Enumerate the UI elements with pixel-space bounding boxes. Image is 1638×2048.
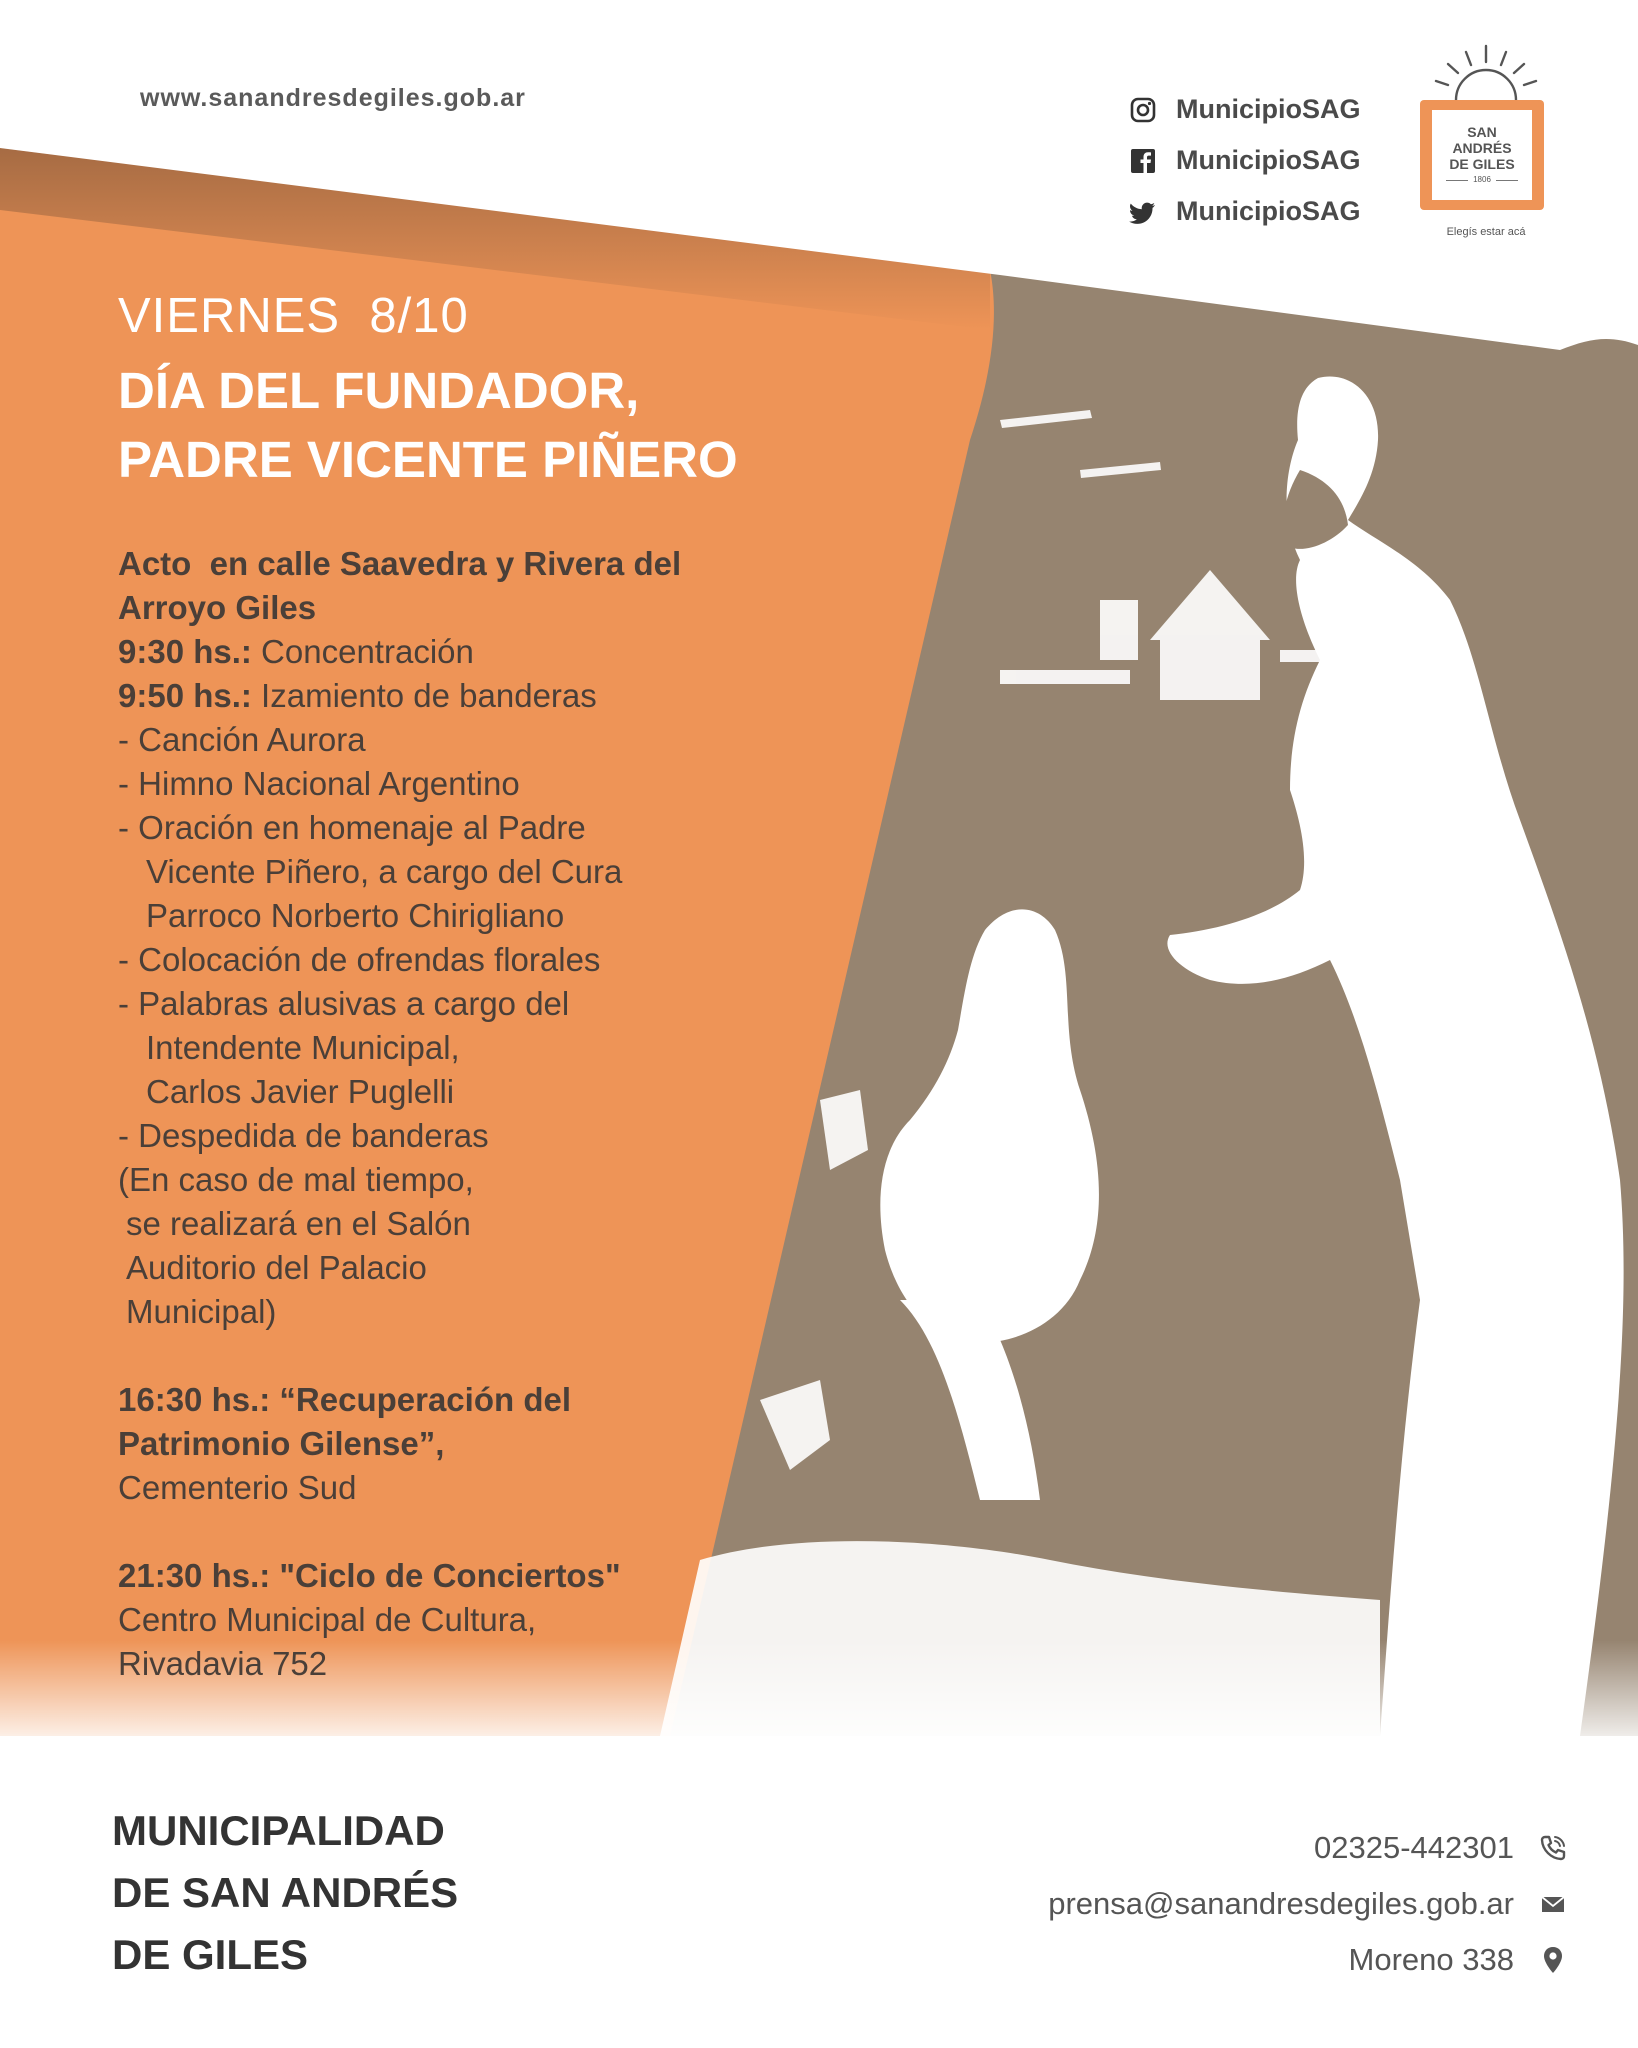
logo-year: 1806 [1468, 174, 1496, 186]
schedule-time: 9:30 hs.: [118, 633, 252, 670]
weather-note-line: Auditorio del Palacio [126, 1249, 427, 1286]
email-contact[interactable] [1048, 1876, 1568, 1932]
twitter-link[interactable] [1128, 186, 1361, 237]
email-address: prensa@sanandresdegiles.gob.ar [1048, 1886, 1514, 1921]
instagram-icon [1128, 95, 1158, 125]
logo-line-2: ANDRÉS [1452, 140, 1512, 156]
schedule-text: Concentración [251, 633, 474, 670]
event-3-place-line-1: Centro Municipal de Cultura, [118, 1601, 537, 1638]
phone-contact[interactable] [1048, 1820, 1568, 1876]
municipality-name-line-2: DE SAN ANDRÉS [112, 1869, 459, 1916]
event-title-line-1: DÍA DEL FUNDADOR, [118, 362, 640, 419]
event-2-place: Cementerio Sud [118, 1469, 357, 1506]
program-item: - Palabras alusivas a cargo del [118, 985, 570, 1022]
street-address: Moreno 338 [1348, 1942, 1514, 1977]
instagram-link[interactable] [1128, 84, 1361, 135]
event-title [118, 356, 738, 494]
program-item-continuation: Vicente Piñero, a cargo del Cura [146, 853, 623, 890]
address-contact[interactable] [1048, 1932, 1568, 1988]
event-3-title: 21:30 hs.: "Ciclo de Conciertos" [118, 1557, 621, 1594]
event-title-line-2: PADRE VICENTE PIÑERO [118, 431, 738, 488]
mail-icon [1538, 1889, 1568, 1919]
act-location-line-2: Arroyo Giles [118, 589, 317, 626]
schedule-item-izamiento [118, 674, 738, 718]
weather-note-line: Municipal) [126, 1293, 277, 1330]
program-item: - Himno Nacional Argentino [118, 765, 520, 802]
logo-line-3: DE GILES [1449, 156, 1515, 172]
instagram-handle: MunicipioSAG [1176, 94, 1361, 124]
website-url[interactable]: www.sanandresdegiles.gob.ar [140, 84, 526, 112]
spacer [118, 1334, 738, 1378]
schedule-item-concentracion [118, 630, 738, 674]
logo-frame [1420, 100, 1544, 210]
program-item-continuation: Parroco Norberto Chirigliano [146, 897, 565, 934]
facebook-icon [1128, 146, 1158, 176]
program-item: - Oración en homenaje al Padre [118, 809, 586, 846]
program-item: - Canción Aurora [118, 721, 366, 758]
act-location-line-1: Acto en calle Saavedra y Rivera del [118, 545, 682, 582]
facebook-handle: MunicipioSAG [1176, 145, 1361, 175]
logo-line-1: SAN [1467, 124, 1497, 140]
program-item: - Colocación de ofrendas florales [118, 941, 601, 978]
municipality-name [112, 1800, 458, 1986]
phone-icon [1538, 1833, 1568, 1863]
schedule-text: Izamiento de banderas [251, 677, 597, 714]
logo-tagline: Elegís estar acá [1446, 226, 1526, 238]
twitter-icon [1128, 197, 1158, 227]
contact-info [1048, 1820, 1568, 1988]
program-item: - Despedida de banderas [118, 1117, 489, 1154]
event-date: VIERNES 8/10 [118, 289, 469, 343]
event-program [118, 542, 738, 1686]
municipality-name-line-3: DE GILES [112, 1931, 309, 1978]
program-item-continuation: Carlos Javier Puglelli [146, 1073, 455, 1110]
event-3-place-line-2: Rivadavia 752 [118, 1645, 328, 1682]
program-item-continuation: Intendente Municipal, [146, 1029, 460, 1066]
event-2-title-line-1: 16:30 hs.: “Recuperación del [118, 1381, 571, 1418]
map-pin-icon [1538, 1945, 1568, 1975]
twitter-handle: MunicipioSAG [1176, 196, 1361, 226]
phone-number: 02325-442301 [1314, 1830, 1514, 1865]
facebook-link[interactable] [1128, 135, 1361, 186]
event-2-title-line-2: Patrimonio Gilense”, [118, 1425, 445, 1462]
weather-note-line: se realizará en el Salón [126, 1205, 471, 1242]
weather-note-line: (En caso de mal tiempo, [118, 1161, 474, 1198]
municipality-name-line-1: MUNICIPALIDAD [112, 1807, 445, 1854]
logo-panel [1432, 110, 1532, 200]
social-links [1128, 84, 1361, 237]
spacer [118, 1510, 738, 1554]
schedule-time: 9:50 hs.: [118, 677, 252, 714]
sun-icon [1426, 44, 1546, 100]
